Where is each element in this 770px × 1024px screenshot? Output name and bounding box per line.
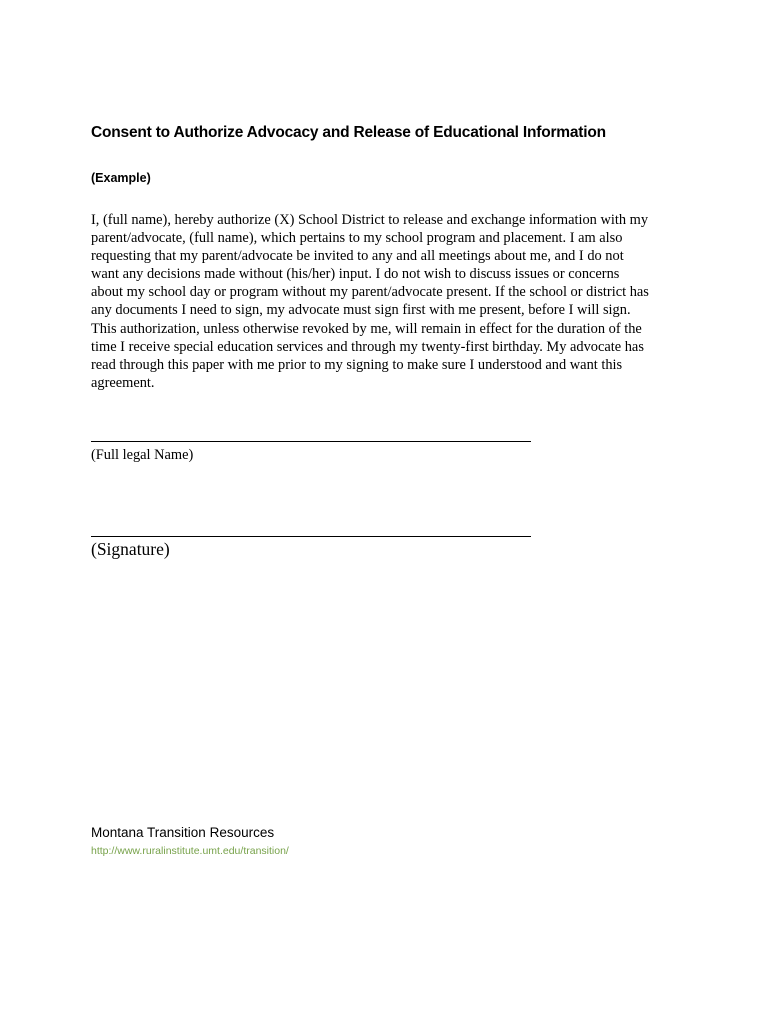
full-name-label: (Full legal Name): [91, 447, 194, 463]
paragraph-line: read through this paper with me prior to my signing to make sure I understood and want this: [91, 356, 623, 373]
paragraph-line: about my school day or program without my parent/advocate present. If the school or district has: [91, 284, 649, 301]
paragraph-line: any documents I need to sign, my advocate must sign first with me present, before I will sign.: [91, 302, 631, 319]
paragraph-line: This authorization, unless otherwise revoked by me, will remain in effect for the duration of the: [91, 320, 642, 337]
signature-line[interactable]: [91, 536, 531, 537]
document-title: Consent to Authorize Advocacy and Release of Educational Information: [91, 124, 606, 141]
footer-link[interactable]: http://www.ruralinstitute.umt.edu/transition/: [91, 845, 289, 857]
paragraph-line: requesting that my parent/advocate be invited to any and all meetings about me, and I do not: [91, 248, 624, 265]
paragraph-line: want any decisions made without (his/her) input. I do not wish to discuss issues or concerns: [91, 266, 620, 283]
paragraph-line: I, (full name), hereby authorize (X) School District to release and exchange information with my: [91, 212, 649, 228]
signature-label: (Signature): [91, 539, 170, 559]
footer-organization: Montana Transition Resources: [91, 825, 275, 840]
consent-paragraph: [91, 211, 691, 392]
full-name-line[interactable]: [91, 441, 531, 442]
document-subtitle: (Example): [91, 171, 151, 185]
paragraph-line: parent/advocate, (full name), which pertains to my school program and placement. I am also: [91, 230, 623, 247]
paragraph-line: agreement.: [91, 374, 155, 391]
paragraph-line: time I receive special education services and through my twenty-first birthday. My advocate has: [91, 338, 644, 355]
